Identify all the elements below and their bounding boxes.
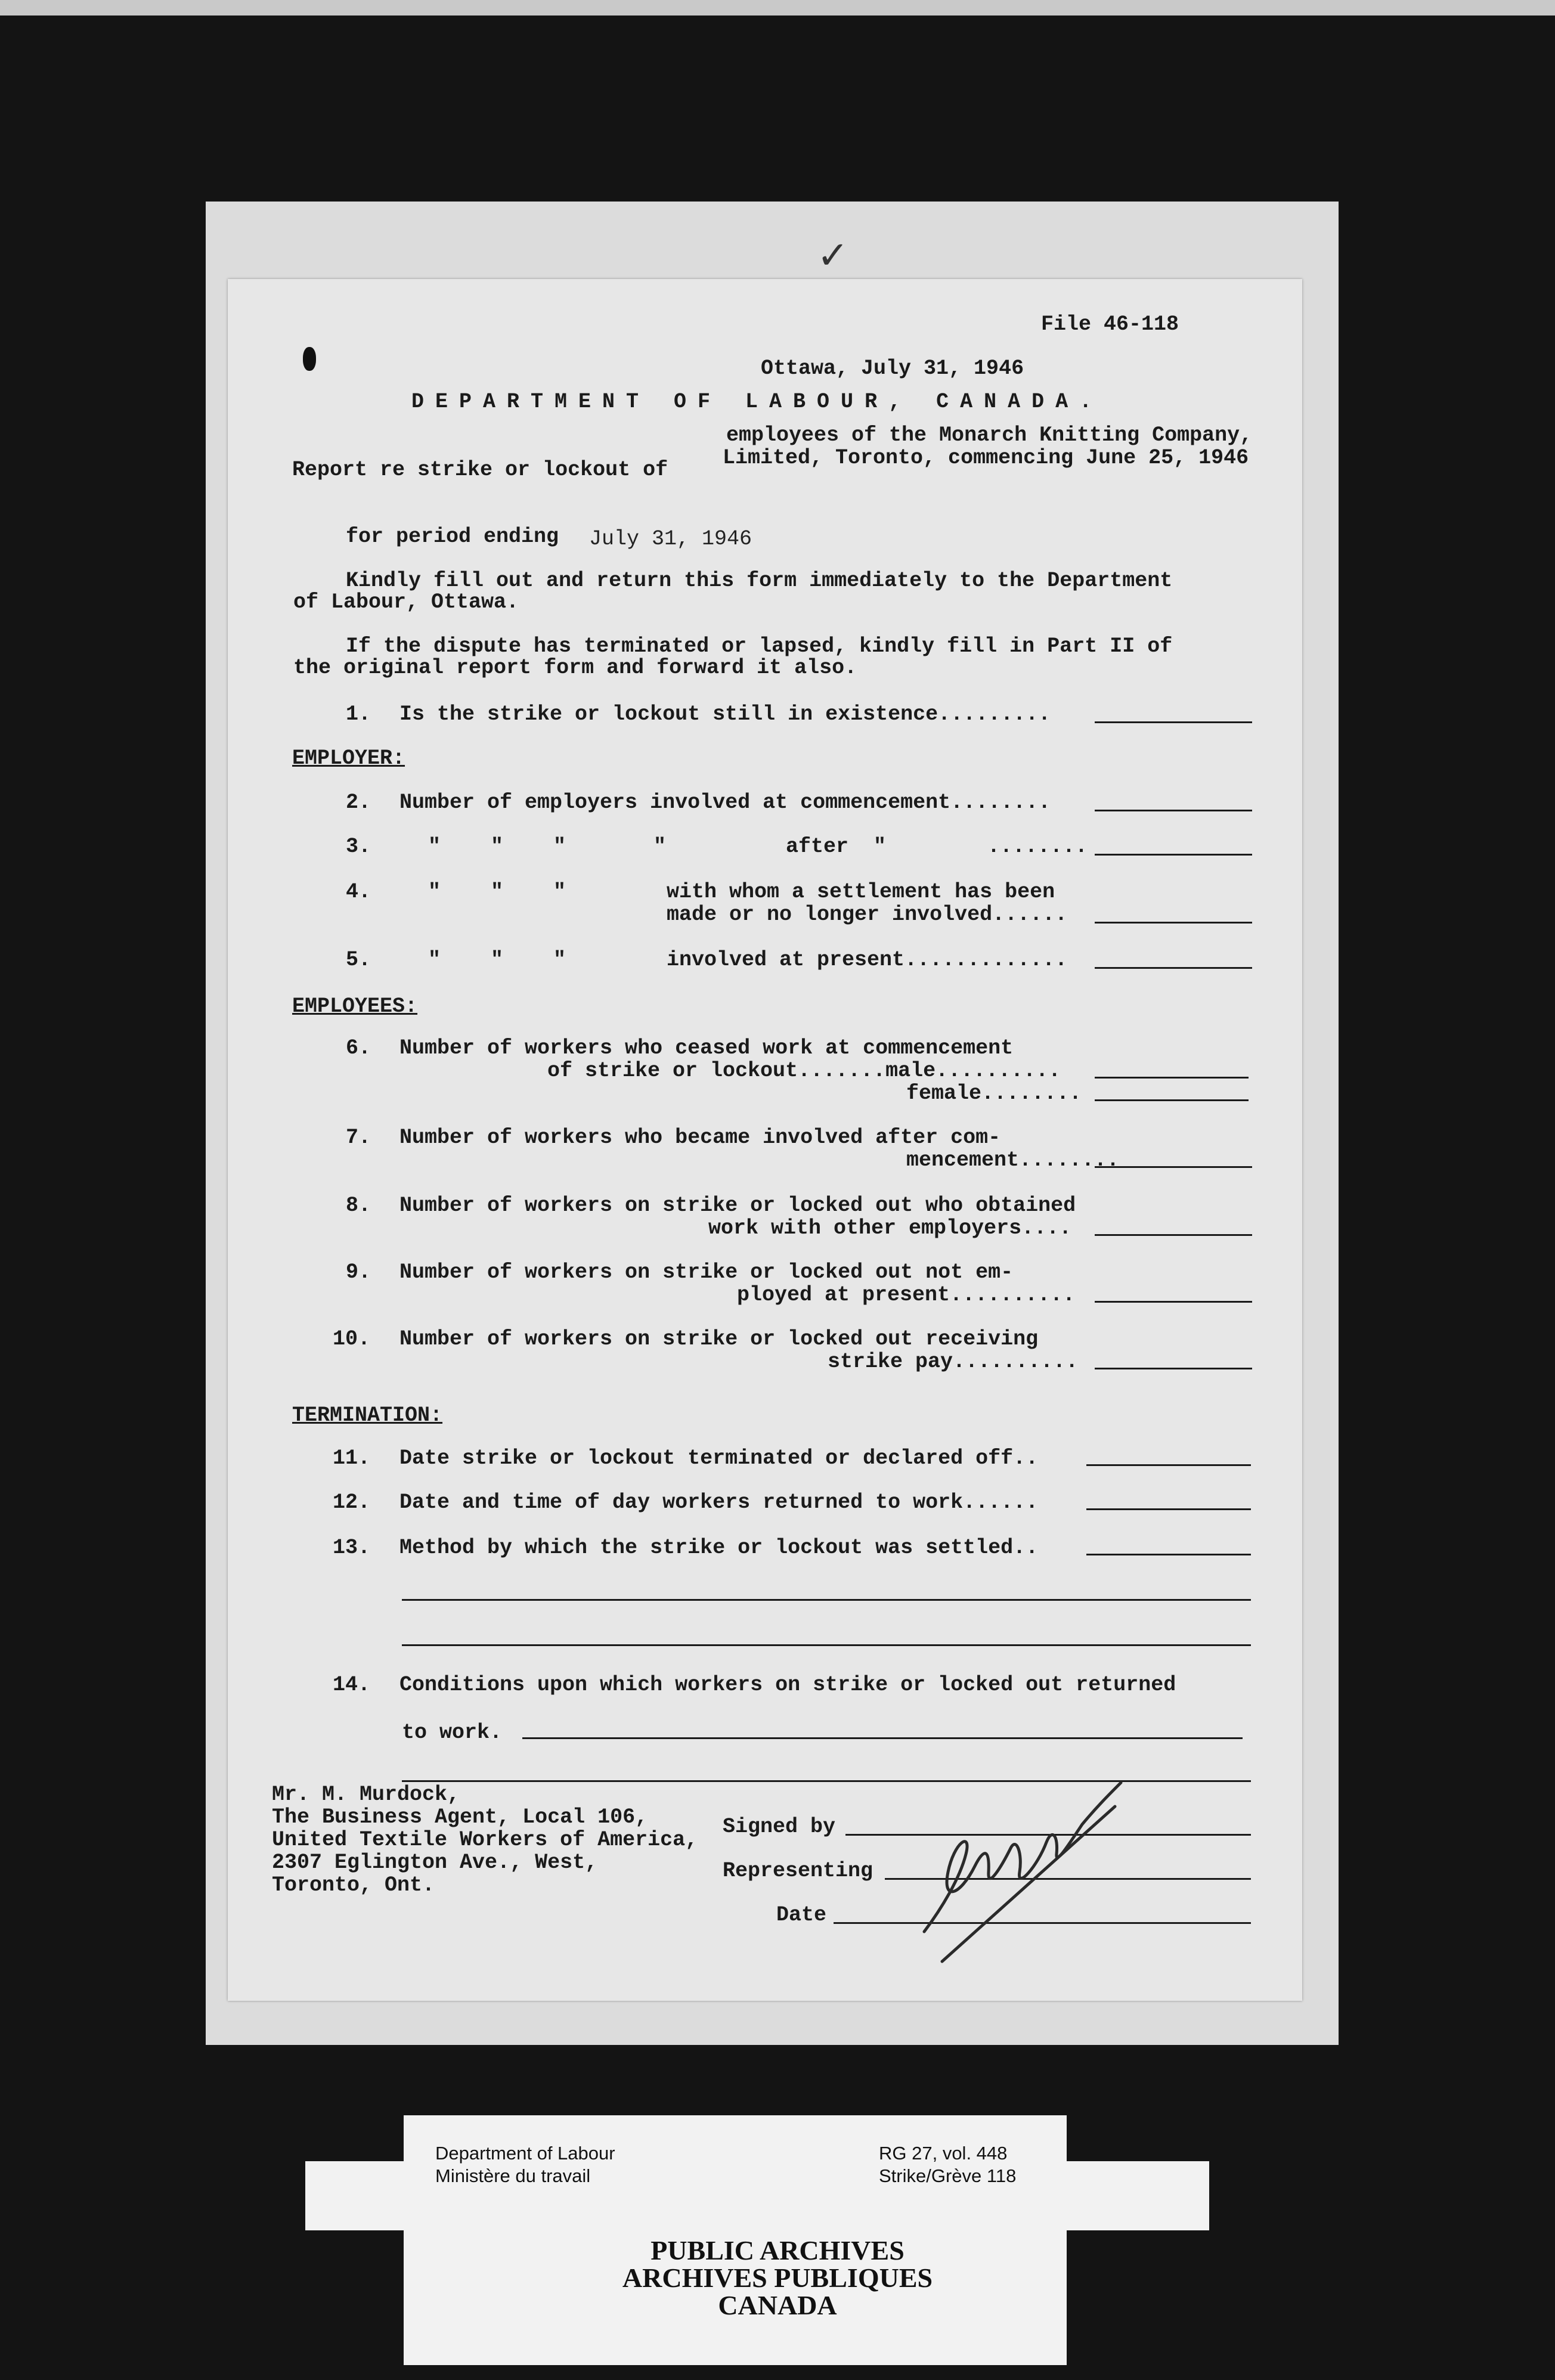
q5-number: 5. [346,948,371,972]
archive-ref-line2: Strike/Grève 118 [879,2165,1017,2186]
q2-text: Number of employers involved at commencement........ [399,791,1051,814]
instruction-1-line2: of Labour, Ottawa. [293,590,519,614]
date-label: Date [776,1903,827,1927]
q3-ditto-marks: " " " " [428,835,667,859]
q5-ditto-marks: " " " [428,948,566,972]
q3-number: 3. [346,835,371,859]
q5-text: involved at present............. [667,948,1068,972]
q2-number: 2. [346,791,371,814]
date-line: Ottawa, July 31, 1946 [761,357,1024,380]
q6-female-answer-line[interactable] [1095,1099,1249,1101]
q11-answer-line[interactable] [1086,1464,1251,1466]
q10-number: 10. [333,1327,371,1351]
archive-stamp-line2: ARCHIVES PUBLIQUES [622,2263,933,2293]
q13-answer-line-3[interactable] [402,1644,1251,1646]
addressee-line2: The Business Agent, Local 106, [272,1805,648,1829]
q14-answer-line[interactable] [522,1737,1243,1739]
q6-male-answer-line[interactable] [1095,1077,1249,1079]
addressee-line1: Mr. M. Murdock, [272,1783,460,1806]
ink-spot-icon [303,347,316,371]
q12-text: Date and time of day workers returned to work...... [399,1490,1039,1514]
section-employees: EMPLOYEES: [292,994,418,1018]
instruction-1-line1: Kindly fill out and return this form immediately to the Department [346,569,1173,593]
q14-text-line1: Conditions upon which workers on strike or locked out returned [399,1673,1176,1697]
section-termination: TERMINATION: [292,1403,443,1427]
signed-by-label: Signed by [723,1815,836,1839]
q7-text-line2: mencement........ [906,1148,1120,1172]
q11-text: Date strike or lockout terminated or declared off.. [399,1446,1039,1470]
addressee-line5: Toronto, Ont. [272,1873,435,1897]
q9-answer-line[interactable] [1095,1301,1252,1303]
instruction-2-line1: If the dispute has terminated or lapsed, kindly fill in Part II of [346,634,1173,658]
q8-number: 8. [346,1194,371,1217]
q4-text-line1: with whom a settlement has been [667,880,1055,904]
q3-dots: ........ [987,835,1088,859]
handwritten-over-mark [918,1759,1133,1973]
q13-number: 13. [333,1536,371,1560]
q3-answer-line[interactable] [1095,854,1252,856]
q13-answer-line[interactable] [1086,1554,1251,1555]
section-employer: EMPLOYER: [292,746,405,770]
q2-answer-line[interactable] [1095,810,1252,811]
archive-dept-fr: Ministère du travail [435,2165,591,2186]
q7-answer-line[interactable] [1095,1166,1252,1168]
q4-text-line2: made or no longer involved...... [667,903,1068,926]
q6-text-line1: Number of workers who ceased work at commencement [399,1036,1014,1060]
q6-text-line3: female........ [906,1081,1082,1105]
q8-text-line2: work with other employers.... [708,1216,1072,1240]
q11-number: 11. [333,1446,371,1470]
q3-after: after " [786,835,887,859]
report-subject-line2: Limited, Toronto, commencing June 25, 1946 [723,446,1249,470]
q4-number: 4. [346,880,371,904]
q1-answer-line[interactable] [1095,721,1252,723]
archive-ref-line1: RG 27, vol. 448 [879,2143,1008,2164]
file-number: File 46-118 [1041,312,1179,336]
q9-text-line1: Number of workers on strike or locked out not em- [399,1260,1014,1284]
q1-number: 1. [346,702,371,726]
q4-ditto-marks: " " " [428,880,566,904]
q10-answer-line[interactable] [1095,1368,1252,1369]
archive-stamp-line1: PUBLIC ARCHIVES [651,2235,904,2266]
instruction-2-line2: the original report form and forward it also. [293,656,857,680]
report-subject-line1: employees of the Monarch Knitting Company, [726,423,1253,447]
q13-text: Method by which the strike or lockout was settled.. [399,1536,1039,1560]
report-label: Report re strike or lockout of [292,458,668,482]
period-label: for period ending [346,525,559,548]
q1-text: Is the strike or lockout still in existence......... [399,702,1051,726]
check-mark-icon: ✓ [817,234,849,278]
archive-dept-en: Department of Labour [435,2143,615,2164]
addressee-line4: 2307 Eglington Ave., West, [272,1851,598,1874]
film-edge [0,0,1555,16]
period-value: July 31, 1946 [589,527,752,551]
q8-answer-line[interactable] [1095,1234,1252,1236]
addressee-line3: United Textile Workers of America, [272,1828,698,1852]
q13-answer-line-2[interactable] [402,1599,1251,1601]
q10-text-line2: strike pay.......... [828,1350,1079,1374]
representing-label: Representing [723,1859,873,1883]
q6-number: 6. [346,1036,371,1060]
q7-number: 7. [346,1126,371,1149]
q4-answer-line[interactable] [1095,922,1252,924]
q10-text-line1: Number of workers on strike or locked out receiving [399,1327,1039,1351]
q7-text-line1: Number of workers who became involved after com- [399,1126,1001,1149]
q9-text-line2: ployed at present.......... [737,1283,1076,1307]
q12-answer-line[interactable] [1086,1508,1251,1510]
archive-stamp-line3: CANADA [718,2290,837,2320]
q12-number: 12. [333,1490,371,1514]
q8-text-line1: Number of workers on strike or locked out who obtained [399,1194,1076,1217]
q14-text-line2: to work. [402,1721,503,1744]
q5-answer-line[interactable] [1095,967,1252,969]
q14-number: 14. [333,1673,371,1697]
q9-number: 9. [346,1260,371,1284]
q6-text-line2: of strike or lockout.......male.......... [547,1059,1061,1083]
department-title: DEPARTMENT OF LABOUR, CANADA. [411,390,1104,414]
